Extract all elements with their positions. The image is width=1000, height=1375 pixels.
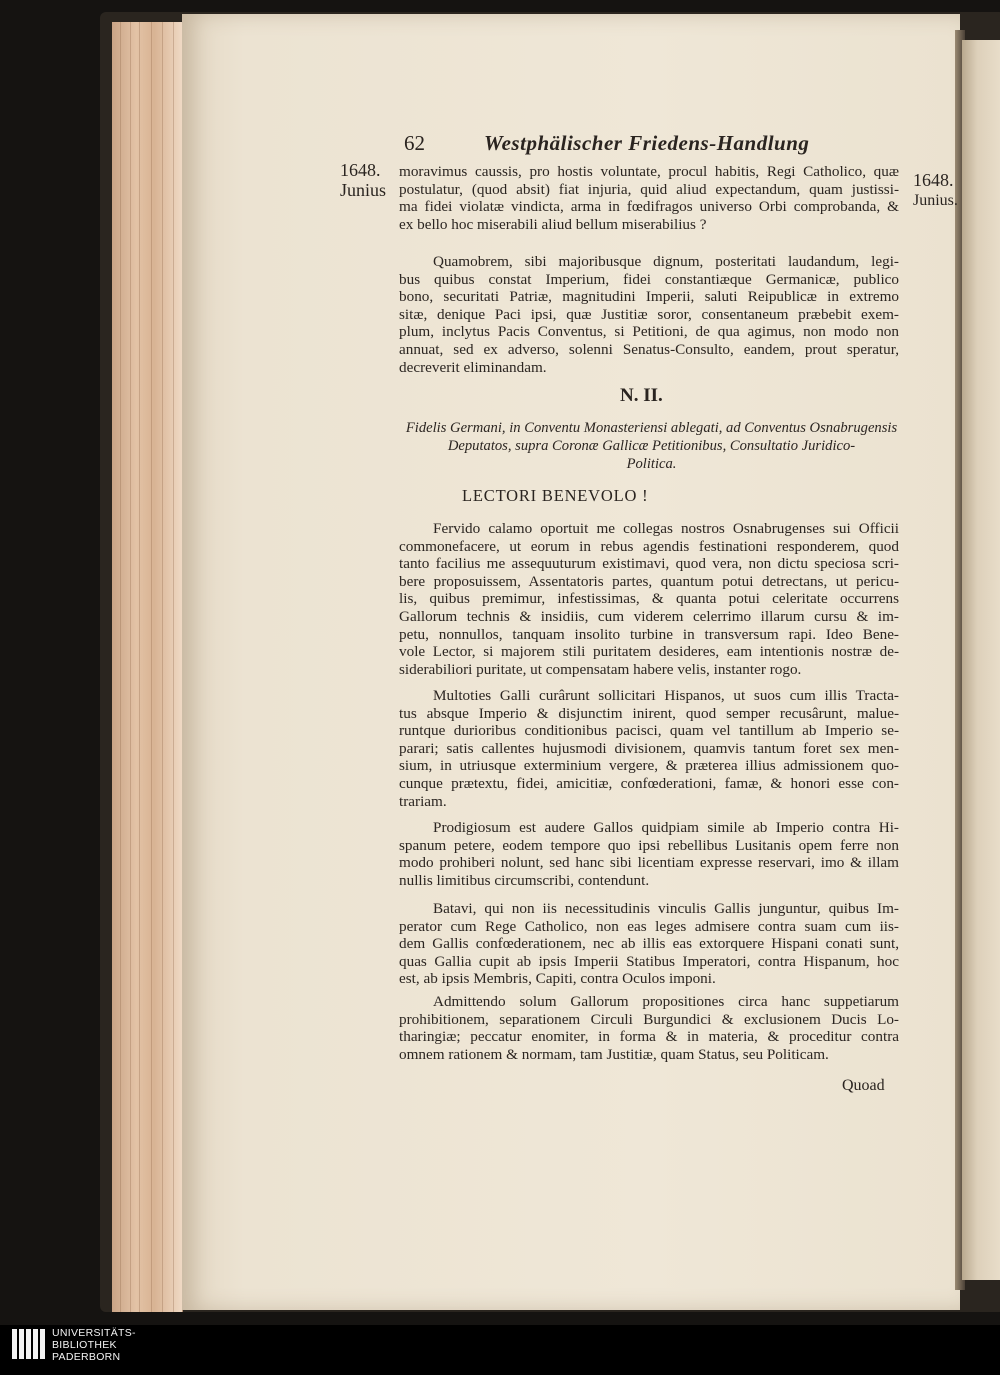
paragraph-line: Admittendo solum Gallorum propositiones circa hanc suppetiarum — [433, 993, 899, 1010]
paragraph-line: ex bello hoc miserabili aliud bellum miserabilius ? — [399, 215, 707, 233]
paragraph-line: bere proposuissem, Assentatoris partes, quantum potui detrectans, ut pericu- — [399, 572, 899, 590]
paragraph-line: Multoties Galli curârunt sollicitari Hispanos, ut suos cum illis Tracta- — [433, 687, 899, 704]
paragraph-4 — [399, 687, 899, 810]
paragraph-line: est, ab ipsis Membris, Capiti, contra Oculos imponi. — [399, 970, 716, 988]
library-name — [52, 1327, 136, 1363]
paragraph-line: commonefacere, ut eorum in rebus agendis festinationi responderem, quod — [399, 537, 899, 555]
library-name-line: PADERBORN — [52, 1351, 121, 1363]
paragraph-line: ma fidei violatæ vindicta, arma in fœdifragos universo Orbi comprobanda, & — [399, 198, 899, 216]
paragraph-6 — [399, 900, 899, 988]
paragraph-line: cunque prætextu, fidei, amicitiæ, confœderationi, famæ, & honori esse con- — [399, 774, 899, 792]
margin-month-left: Junius — [340, 180, 387, 200]
paragraph-1 — [399, 163, 899, 233]
section-subtitle — [404, 419, 899, 473]
footer-bar — [0, 1325, 1000, 1375]
paragraph-line: spanum petere, eodem tempore quo ipsi rebellibus Lusitanis opem ferre non — [399, 836, 899, 854]
paragraph-3 — [399, 520, 899, 678]
margin-year-left: 1648. — [340, 160, 381, 180]
paragraph-line: postulatur, (quod absit) fiat injuria, quid aliud expectandum, quam justissi- — [399, 180, 899, 198]
facing-page-edge — [962, 40, 1000, 1280]
margin-month-right: Junius. — [913, 192, 958, 209]
paragraph-line: perator cum Rege Catholico, non eas leges admisere contra suam cum iis- — [399, 917, 899, 935]
paragraph-line: decreverit eliminandam. — [399, 358, 547, 376]
paragraph-line: Quamobrem, sibi majoribusque dignum, posteritati laudandum, legi- — [433, 253, 899, 270]
library-logo-icon — [10, 1325, 50, 1367]
margin-year-right: 1648. — [913, 170, 954, 190]
subtitle-line: Fidelis Germani, in Conventu Monasteriensi ablegati, ad Conventus Osnabrugensis — [405, 420, 898, 436]
subtitle-line: Deputatos, supra Coronæ Gallicæ Petitionibus, Consultatio Juridico- — [447, 438, 856, 454]
paragraph-line: Gallorum technis & insidiis, cum viderem celerrimo illarum cursu & im- — [399, 607, 899, 625]
paragraph-line: tanto facilius me assequuturum existimavi, quod vera, non dictu speciosa scri- — [399, 555, 899, 573]
paragraph-line: Prodigiosum est audere Gallos quidpiam simile ab Imperio contra Hi- — [433, 819, 899, 836]
paragraph-line: omnem rationem & normam, tam Justitiæ, quam Status, seu Politicam. — [399, 1045, 829, 1063]
paragraph-line: bus quibus constat Imperium, fidei constantiæque Germanicæ, publico — [399, 270, 899, 288]
page-number: 62 — [404, 131, 425, 155]
paragraph-line: modo prohiberi nolunt, sed hanc sibi licentiam expresse reservari, imo & illam — [399, 854, 899, 872]
library-name-line: UNIVERSITÄTS- — [52, 1327, 136, 1339]
paragraph-line: moravimus caussis, pro hostis voluntate, procul habitis, Regi Catholico, quæ — [399, 163, 899, 180]
paragraph-line: plum, inclytus Pacis Conventus, si Petitioni, de qua agimus, non modo non — [399, 323, 899, 341]
paragraph-line: petu, nonnullos, tanquam insolito turbine in transversum rapi. Ideo Bene- — [399, 625, 899, 643]
paragraph-line: tus absque Imperio & disjunctim inirent, quod semper recusârunt, malue- — [399, 704, 899, 722]
paragraph-line: annuat, sed ex adverso, solenni Senatus-Consulto, eandem, prout speratur, — [399, 340, 899, 358]
paragraph-5 — [399, 819, 899, 889]
paragraph-line: trariam. — [399, 792, 447, 810]
paragraph-line: lis, quibus premimur, infestissimas, & quanta potui celeritate occurrens — [399, 590, 899, 608]
paragraph-line: sitæ, denique Paci ipsi, quæ Justitiæ soror, consentaneum præbebit exem- — [399, 305, 899, 323]
paragraph-7 — [399, 993, 899, 1063]
paragraph-line: parari; satis callentes hujusmodi divisionem, quamvis tantum foret sex men- — [399, 739, 899, 757]
section-number: N. II. — [620, 385, 663, 406]
paragraph-2 — [399, 253, 899, 376]
page-edge-stack — [112, 22, 183, 1312]
paragraph-line: nullis limitibus circumscribi, contendunt. — [399, 871, 650, 889]
address-heading: LECTORI BENEVOLO ! — [462, 486, 649, 505]
paragraph-line: runtque durioribus conditionibus pacisci, quam vel tantillum ab Imperio se- — [399, 722, 899, 740]
catchword: Quoad — [842, 1077, 885, 1094]
library-name-line: BIBLIOTHEK — [52, 1339, 117, 1351]
paragraph-line: Fervido calamo oportuit me collegas nostros Osnabrugenses sui Officii — [433, 520, 899, 537]
paragraph-line: dem Gallis confœderationem, nec ab illis eas extorquere Hispani conati sunt, — [399, 935, 899, 953]
paragraph-line: tharingiæ; peccatur enomiter, in forma & in materia, & proceditur contra — [399, 1028, 899, 1046]
subtitle-line: Politica. — [626, 456, 677, 472]
paragraph-line: quas Gallia cupit ab ipsis Imperii Statibus Imperatori, contra Hispanum, hoc — [399, 952, 899, 970]
paragraph-line: siderabiliori puritate, ut compensatam habere velis, instanter rogo. — [399, 660, 802, 678]
running-title: Westphälischer Friedens-Handlung — [484, 131, 810, 155]
paragraph-line: vole Lector, si majorem stili puritatem desideres, eam intentionis nostræ de- — [399, 643, 899, 661]
paragraph-line: prohibitionem, separationem Circuli Burgundici & exclusionem Ducis Lo- — [399, 1010, 899, 1028]
paragraph-line: sium, in utriusque exterminium vergere, & præterea illius admissionem quo- — [399, 757, 899, 775]
paragraph-line: Batavi, qui non iis necessitudinis vinculis Gallis junguntur, quibus Im- — [433, 900, 899, 917]
paragraph-line: bono, securitati Patriæ, magnitudini Imperii, saluti Reipublicæ in extremo — [399, 288, 899, 306]
